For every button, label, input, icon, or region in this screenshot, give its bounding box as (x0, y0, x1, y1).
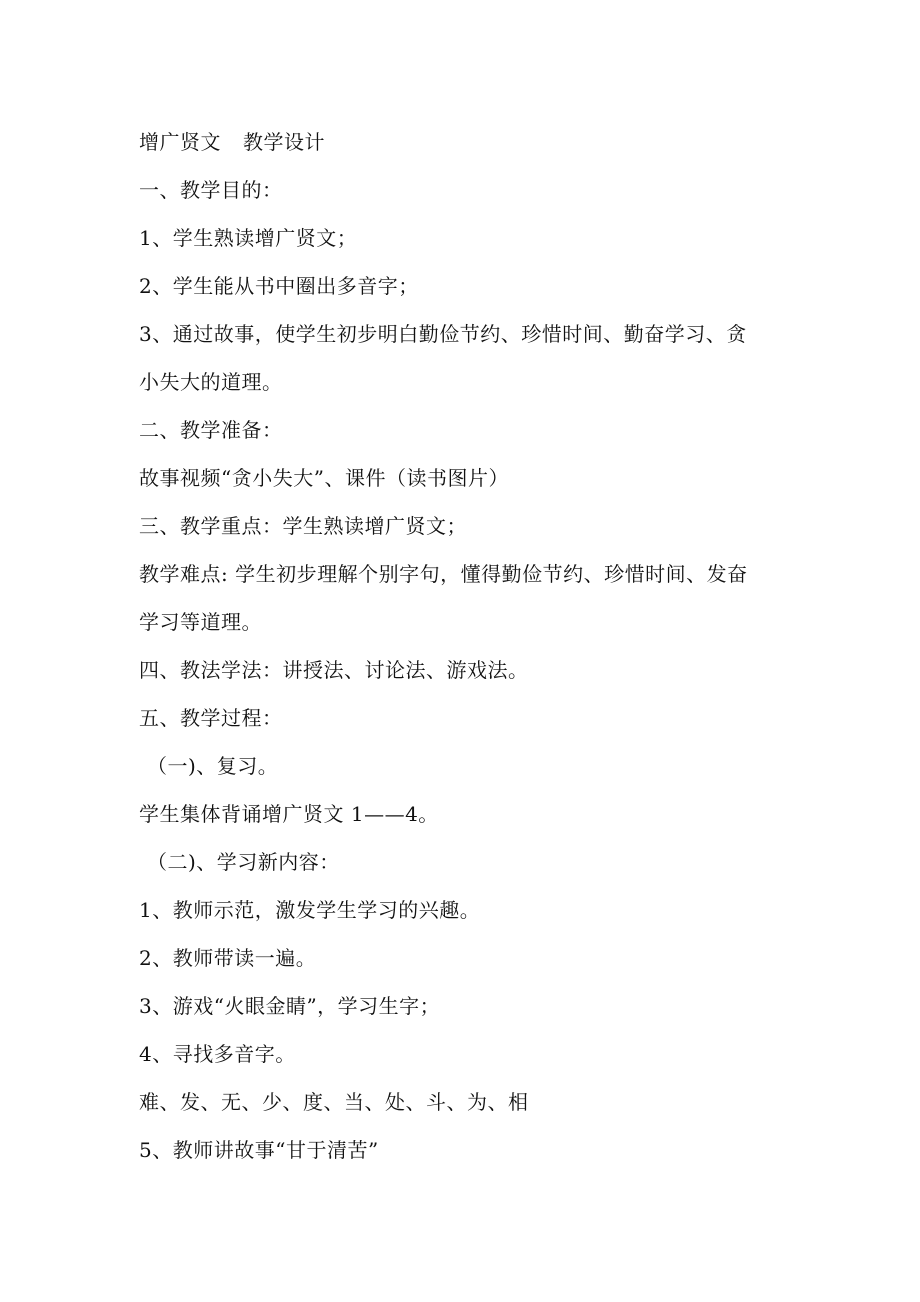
title-sub: 教学设计 (243, 130, 325, 154)
process-step-4: 4、寻找多音字。 (139, 1042, 296, 1066)
heading-preparation: 二、教学准备： (139, 418, 283, 442)
heading-process: 五、教学过程： (139, 706, 283, 730)
process-step-1: 1、教师示范，激发学生学习的兴趣。 (139, 898, 481, 922)
objective-item-3-continued: 小失大的道理。 (139, 370, 283, 394)
objective-item-2: 2、学生能从书中圈出多音字； (139, 274, 419, 298)
objective-item-3: 3、通过故事，使学生初步明白勤俭节约、珍惜时间、勤奋学习、贪 (139, 322, 747, 346)
process-step-2: 2、教师带读一遍。 (139, 946, 317, 970)
difficulty-text-continued: 学习等道理。 (139, 610, 262, 634)
document-title (139, 118, 789, 166)
heading-methods: 四、教法学法：讲授法、讨论法、游戏法。 (139, 658, 529, 682)
polyphonic-characters-list: 难、发、无、少、度、当、处、斗、为、相 (139, 1090, 529, 1114)
document-body (139, 118, 789, 1174)
heading-key-points: 三、教学重点：学生熟读增广贤文； (139, 514, 467, 538)
process-step-3: 3、游戏“火眼金睛”，学习生字； (139, 994, 441, 1018)
difficulty-text: 教学难点: 学生初步理解个别字句，懂得勤俭节约、珍惜时间、发奋 (139, 562, 748, 586)
process-review-heading: （一)、复习。 (147, 754, 279, 778)
process-new-content-heading: （二)、学习新内容： (147, 850, 340, 874)
process-review-text: 学生集体背诵增广贤文 1——4。 (139, 802, 439, 826)
heading-objectives: 一、教学目的： (139, 178, 283, 202)
process-step-5: 5、教师讲故事“甘于清苦” (139, 1138, 379, 1162)
objective-item-1: 1、学生熟读增广贤文； (139, 226, 358, 250)
title-main: 增广贤文 (139, 130, 221, 154)
preparation-text: 故事视频“贪小失大”、课件（读书图片） (139, 466, 509, 490)
